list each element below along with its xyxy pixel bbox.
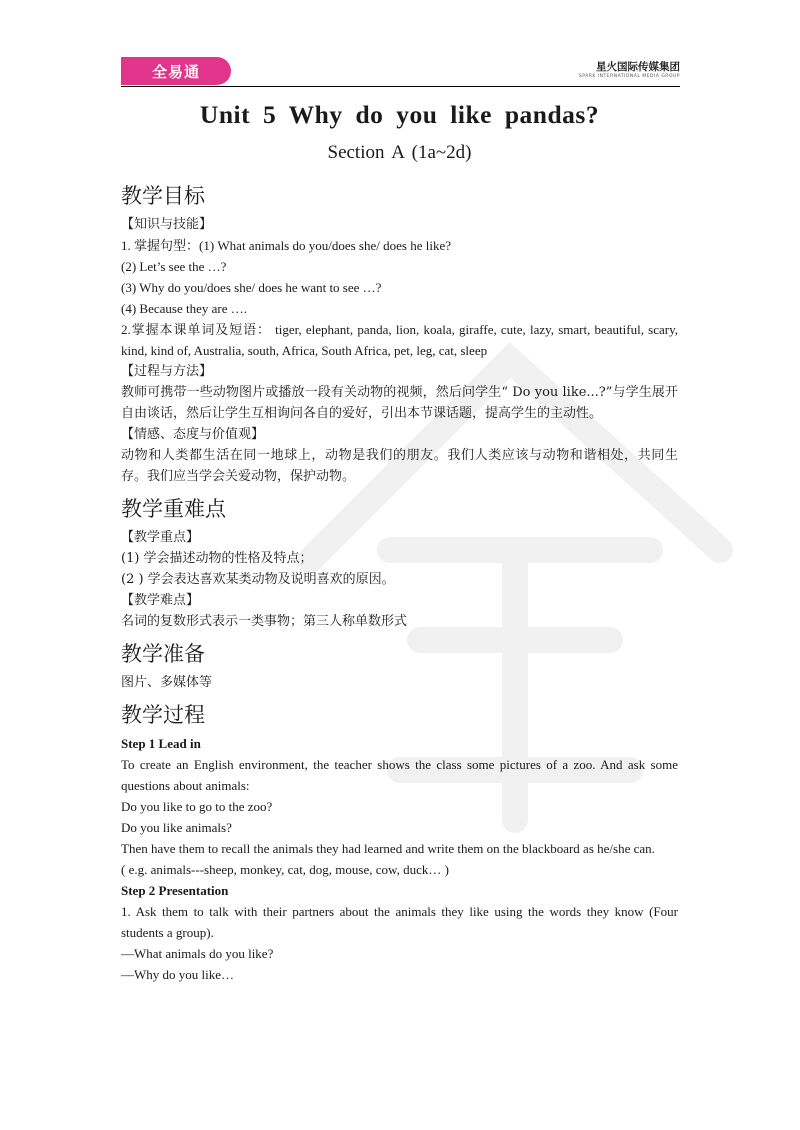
step-1-paragraph-1: To create an English environment, the teacher shows the class some pictures of a zoo. And ask some questions about animals:: [121, 757, 678, 793]
step-1-heading: Step 1 Lead in: [121, 736, 201, 751]
preparation-heading: 教学准备: [121, 642, 205, 666]
objectives-heading: 教学目标: [121, 184, 205, 208]
focus-label: 【教学重点】: [121, 530, 200, 545]
step-2-question-1: —What animals do you like?: [121, 946, 274, 961]
knowledge-item-1: 1. 掌握句型：(1) What animals do you/does she/ does he like?: [121, 238, 451, 253]
emotion-text: 动物和人类都生活在同一地球上，动物是我们的朋友。我们人类应该与动物和谐相处，共同生存。我们应当学会关爱动物，保护动物。: [121, 448, 678, 484]
step-1-example: ( e.g. animals---sheep, monkey, cat, dog, mouse, cow, duck… ): [121, 862, 449, 877]
brand-name: 星火国际传媒集团: [596, 61, 680, 73]
focus-item-2: (2 ) 学会表达喜欢某类动物及说明喜欢的原因。: [121, 572, 395, 587]
header-rule: [121, 86, 680, 87]
brand: [540, 59, 680, 79]
knowledge-label: 【知识与技能】: [121, 217, 213, 232]
brand-english: SPARK INTERNATIONAL MEDIA GROUP: [578, 74, 680, 79]
process-label: 【过程与方法】: [121, 364, 213, 379]
logo: [121, 57, 231, 85]
document-content: [121, 96, 678, 985]
procedure-heading: 教学过程: [121, 703, 205, 727]
knowledge-item-5: 2.掌握本课单词及短语： tiger, elephant, panda, lion, koala, giraffe, cute, lazy, smart, beautiful, scary, kind, kind of, Australia, south, Africa, South Africa, pet, leg, cat, sleep: [121, 322, 678, 358]
preparation-text: 图片、多媒体等: [121, 675, 213, 690]
step-2-heading: Step 2 Presentation: [121, 883, 229, 898]
step-1-question-2: Do you like animals?: [121, 820, 232, 835]
page-title: Unit 5 Why do you like pandas?: [199, 100, 600, 129]
step-1-question-1: Do you like to go to the zoo?: [121, 799, 273, 814]
process-text: 教师可携带一些动物图片或播放一段有关动物的视频，然后问学生“ Do you like...?”与学生展开自由谈话，然后让学生互相询问各自的爱好，引出本节课话题，提高学生的主动性。: [121, 385, 678, 421]
knowledge-item-4: (4) Because they are ….: [121, 301, 247, 316]
difficulty-label: 【教学难点】: [121, 593, 200, 608]
emotion-label: 【情感、态度与价值观】: [121, 427, 265, 442]
logo-text: 全易通: [151, 62, 200, 81]
focus-item-1: (1) 学会描述动物的性格及特点；: [121, 551, 313, 566]
knowledge-item-3: (3) Why do you/does she/ does he want to see …?: [121, 280, 382, 295]
step-1-paragraph-2: Then have them to recall the animals they had learned and write them on the blackboard as he/she can.: [121, 841, 655, 856]
difficulty-item-1: 名词的复数形式表示一类事物；第三人称单数形式: [121, 614, 408, 629]
page-subtitle: Section A (1a~2d): [327, 142, 472, 163]
step-2-paragraph-1: 1. Ask them to talk with their partners about the animals they like using the words they know (Four students a group).: [121, 904, 678, 940]
knowledge-item-2: (2) Let’s see the …?: [121, 259, 227, 274]
step-2-question-2: —Why do you like…: [121, 967, 235, 982]
keypoints-heading: 教学重难点: [121, 497, 226, 521]
